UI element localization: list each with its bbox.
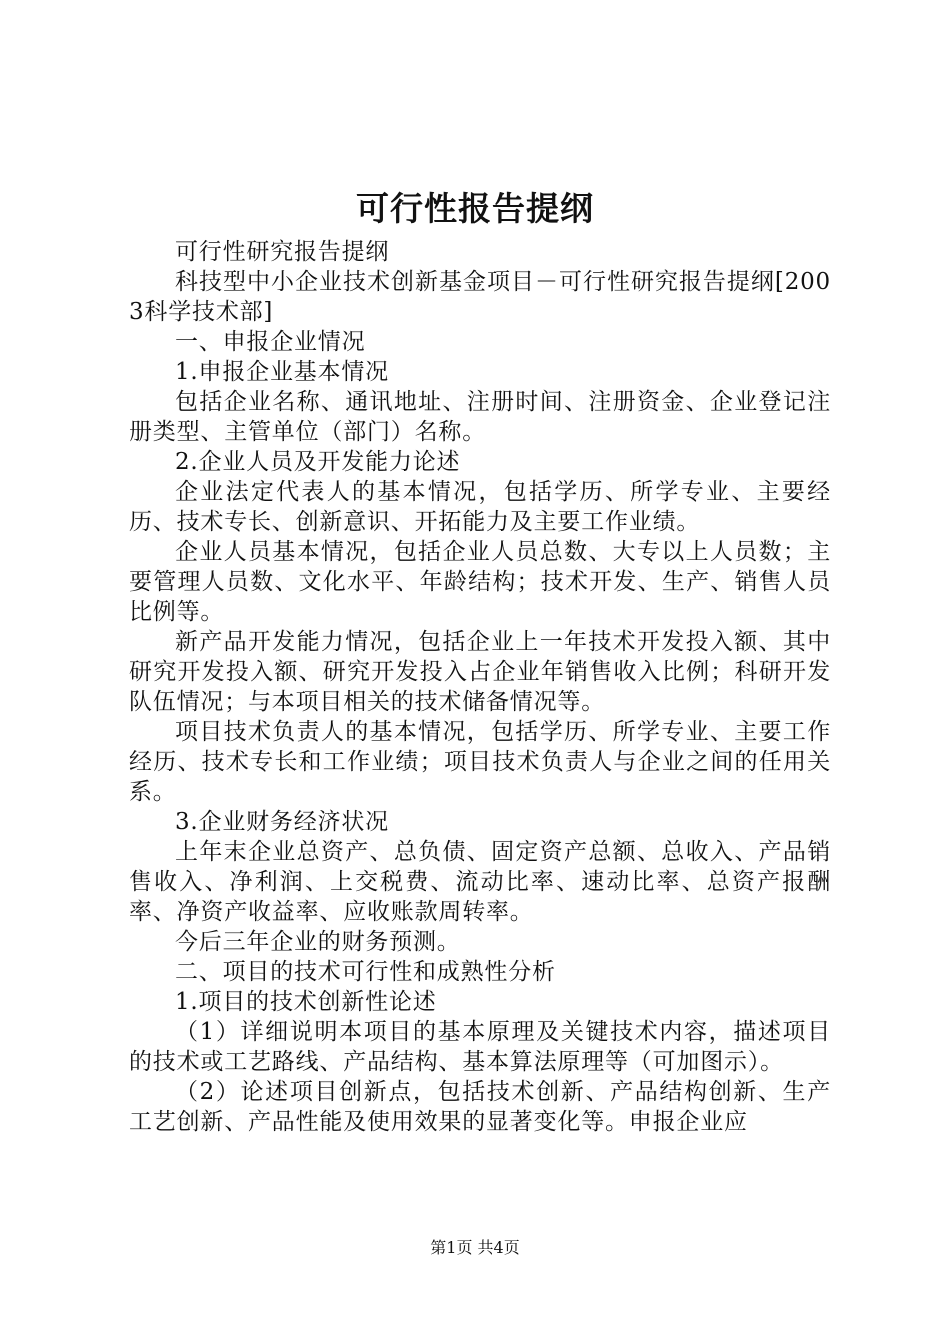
subsection-heading: 1.项目的技术创新性论述 xyxy=(175,989,437,1015)
paragraph: 上年末企业总资产、总负债、固定资产总额、总收入、产品销售收入、净利润、上交税费、流动比率、速动比率、总资产报酬率、净资产收益率、应收账款周转率。 xyxy=(129,839,831,925)
paragraph: 新产品开发能力情况，包括企业上一年技术开发投入额、其中研究开发投入额、研究开发投入占企业年销售收入比例；科研开发队伍情况；与本项目相关的技术储备情况等。 xyxy=(129,629,831,715)
paragraph: （2）论述项目创新点，包括技术创新、产品结构创新、生产工艺创新、产品性能及使用效果的显著变化等。申报企业应 xyxy=(129,1079,831,1135)
paragraph: 项目技术负责人的基本情况，包括学历、所学专业、主要工作经历、技术专长和工作业绩；项目技术负责人与企业之间的任用关系。 xyxy=(129,719,831,805)
section-heading: 二、项目的技术可行性和成熟性分析 xyxy=(175,959,556,985)
paragraph: 企业人员基本情况，包括企业人员总数、大专以上人员数；主要管理人员数、文化水平、年龄结构；技术开发、生产、销售人员比例等。 xyxy=(129,539,831,625)
paragraph: 包括企业名称、通讯地址、注册时间、注册资金、企业登记注册类型、主管单位（部门）名称。 xyxy=(129,389,831,445)
subsection-heading: 3.企业财务经济状况 xyxy=(175,809,389,835)
subsection-heading: 1.申报企业基本情况 xyxy=(175,359,389,385)
paragraph: 可行性研究报告提纲 xyxy=(175,239,390,265)
paragraph: 企业法定代表人的基本情况，包括学历、所学专业、主要经历、技术专长、创新意识、开拓能力及主要工作业绩。 xyxy=(129,479,831,535)
document-title: 可行性报告提纲 xyxy=(356,189,594,228)
paragraph: 科技型中小企业技术创新基金项目－可行性研究报告提纲[2003科学技术部] xyxy=(129,269,831,325)
document-body xyxy=(129,237,831,1137)
paragraph: 今后三年企业的财务预测。 xyxy=(175,929,461,955)
page-footer: 第1页 共4页 xyxy=(430,1238,520,1257)
section-heading: 一、申报企业情况 xyxy=(175,329,366,355)
subsection-heading: 2.企业人员及开发能力论述 xyxy=(175,449,461,475)
paragraph: （1）详细说明本项目的基本原理及关键技术内容，描述项目的技术或工艺路线、产品结构、基本算法原理等（可加图示）。 xyxy=(129,1019,831,1075)
